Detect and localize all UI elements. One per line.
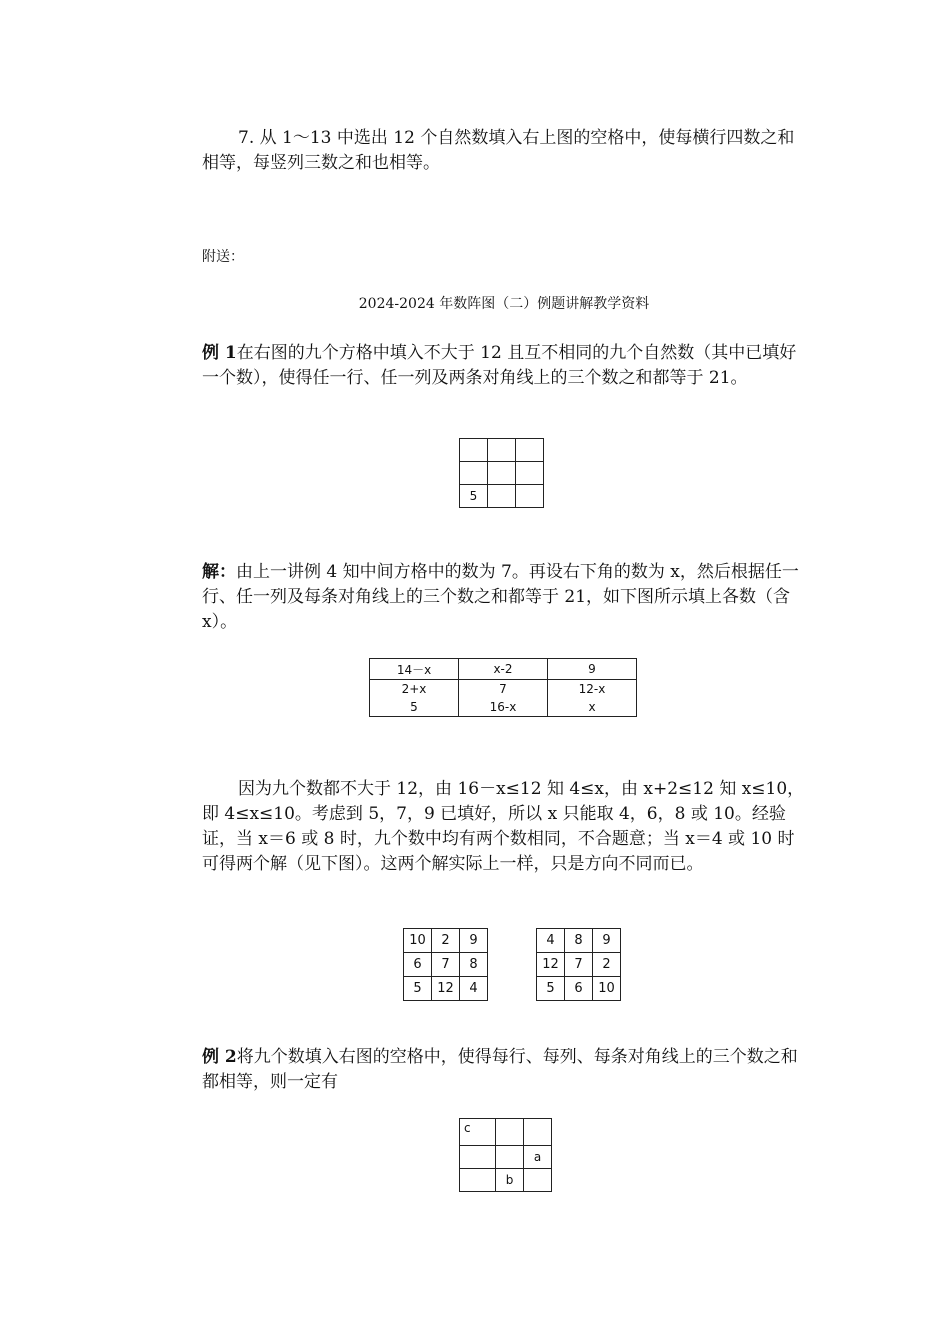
solution-text: 由上一讲例 4 知中间方格中的数为 7。再设右下角的数为 x，然后根据任一行、任一列及每条对角线上的三个数之和都等于 21，如下图所示填上各数（含 x）。 [202, 562, 799, 632]
grid-cell [496, 1119, 524, 1146]
grid-cell: 9 [593, 929, 621, 953]
grid-cell: 9 [548, 659, 637, 680]
grid-cell [488, 439, 516, 462]
reasoning-text: 因为九个数都不大于 12，由 16－x≤12 知 4≤x，由 x+2≤12 知 x≤10，即 4≤x≤10。考虑到 5，7，9 已填好，所以 x 只能取 4，6，8 或 10。经验证，当 x＝6 或 8 时，九个数中均有两个数相同，不合题意；当 x＝4 或 10 时可得两个解（见下图）。这两个解实际上一样，只是方向不同而已。 [202, 779, 805, 874]
grid-row [537, 929, 621, 953]
example-1-grid [459, 438, 544, 508]
example-2-paragraph [202, 1045, 806, 1095]
problem-7-text: 7. 从 1～13 中选出 12 个自然数填入右上图的空格中，使每横行四数之和相等，每竖列三数之和也相等。 [202, 128, 795, 173]
example-1-text: 在右图的九个方格中填入不大于 12 且互不相同的九个自然数（其中已填好一个数），使得任一行、任一列及两条对角线上的三个数之和都等于 21。 [202, 343, 797, 388]
example-2-grid [459, 1118, 552, 1192]
grid-cell [460, 439, 488, 462]
grid-cell: 12 [537, 953, 565, 977]
grid-cell: 2 [593, 953, 621, 977]
grid-cell [516, 439, 544, 462]
grid-row [404, 953, 488, 977]
grid-cell [460, 1146, 496, 1169]
grid-cell: a [524, 1146, 552, 1169]
grid-row [404, 977, 488, 1001]
grid-cell [524, 1119, 552, 1146]
grid-cell [516, 485, 544, 508]
example-2-label: 例 2 [202, 1047, 237, 1067]
document-title: 2024-2024 年数阵图（二）例题讲解教学资料 [358, 296, 650, 312]
grid-cell: 7 [459, 680, 548, 699]
grid-row [460, 1169, 552, 1192]
grid-cell: x-2 [459, 659, 548, 680]
grid-cell: 7 [565, 953, 593, 977]
grid-cell: 2 [432, 929, 460, 953]
grid-row [370, 698, 637, 717]
grid-cell [488, 485, 516, 508]
grid-cell [496, 1146, 524, 1169]
grid-row [460, 1146, 552, 1169]
grid-cell: 4 [460, 977, 488, 1001]
attachment-label: 附送： [202, 249, 244, 265]
grid-cell: 16-x [459, 698, 548, 717]
grid-row [537, 953, 621, 977]
example-1-label: 例 1 [202, 343, 237, 363]
grid-row [370, 659, 637, 680]
solution-label: 解： [202, 562, 236, 582]
grid-cell: 6 [565, 977, 593, 1001]
grid-cell: x [548, 698, 637, 717]
grid-row [460, 439, 544, 462]
grid-cell [516, 462, 544, 485]
grid-cell: 5 [460, 485, 488, 508]
grid-cell: 5 [370, 698, 459, 717]
grid-row [370, 680, 637, 699]
expression-grid [369, 658, 637, 717]
grid-row [537, 977, 621, 1001]
grid-cell: 12 [432, 977, 460, 1001]
grid-cell: 5 [404, 977, 432, 1001]
grid-cell: 14－x [370, 659, 459, 680]
grid-cell: 6 [404, 953, 432, 977]
grid-cell: 12-x [548, 680, 637, 699]
example-1-paragraph [202, 341, 806, 391]
grid-cell: 10 [593, 977, 621, 1001]
grid-row [460, 462, 544, 485]
grid-cell: 8 [565, 929, 593, 953]
grid-cell: 2+x [370, 680, 459, 699]
grid-cell: 10 [404, 929, 432, 953]
grid-row [460, 1119, 552, 1146]
grid-cell: 4 [537, 929, 565, 953]
grid-cell: 7 [432, 953, 460, 977]
grid-cell: 5 [537, 977, 565, 1001]
solution-a-grid [403, 928, 488, 1001]
example-2-text: 将九个数填入右图的空格中，使得每行、每列、每条对角线上的三个数之和都相等，则一定有 [202, 1047, 798, 1092]
grid-cell: c [460, 1119, 496, 1146]
grid-cell [524, 1169, 552, 1192]
solution-b-grid [536, 928, 621, 1001]
grid-cell [460, 462, 488, 485]
grid-cell [488, 462, 516, 485]
grid-cell: 8 [460, 953, 488, 977]
grid-row [460, 485, 544, 508]
grid-cell: 9 [460, 929, 488, 953]
grid-cell: b [496, 1169, 524, 1192]
solution-paragraph [202, 560, 806, 635]
grid-row [404, 929, 488, 953]
grid-cell [460, 1169, 496, 1192]
